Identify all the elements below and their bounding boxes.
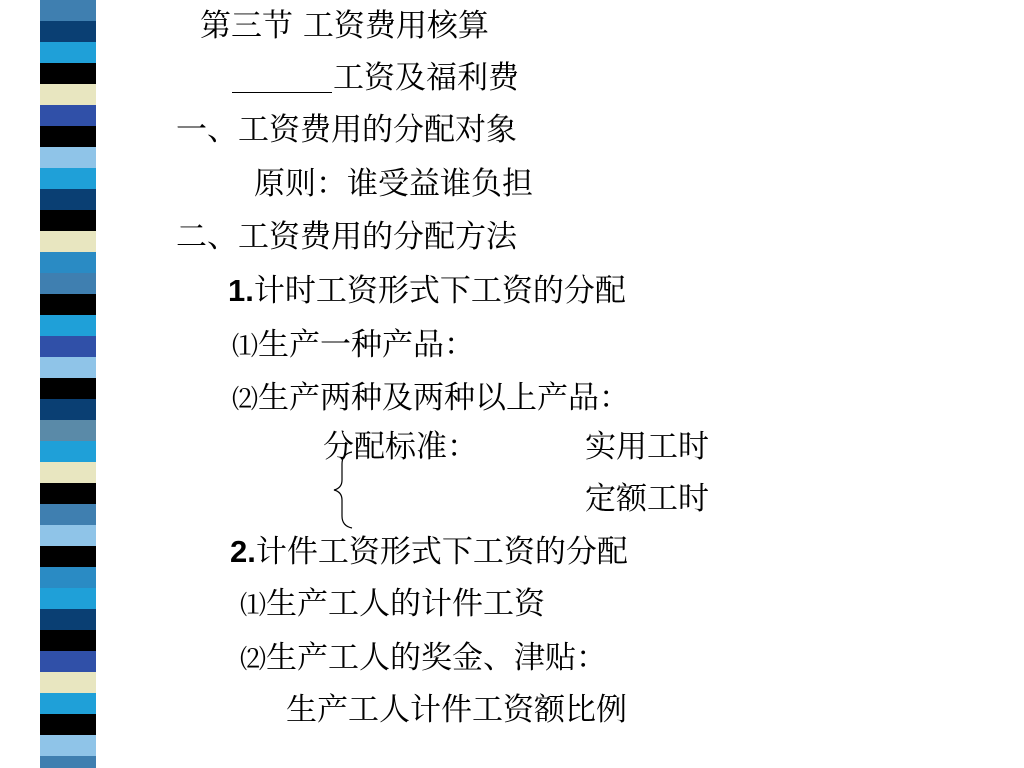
item2-sub1-number: ⑴	[240, 591, 267, 621]
stripe-block	[40, 483, 96, 504]
stripe-block	[40, 84, 96, 105]
principle-text: 原则：谁受益谁负担	[254, 166, 533, 202]
stripe-block	[40, 168, 96, 189]
stripe-block	[40, 189, 96, 210]
allocation-standard-label: 分配标准：	[323, 429, 478, 465]
stripe-block	[40, 504, 96, 525]
item1-sub2-number: ⑵	[232, 385, 259, 415]
stripe-block	[40, 735, 96, 756]
stripe-block	[40, 273, 96, 294]
stripe-block	[40, 63, 96, 84]
stripe-block	[40, 315, 96, 336]
stripe-block	[40, 462, 96, 483]
item1-sub2	[232, 380, 630, 418]
item1-sub2-text: 生产两种及两种以上产品：	[258, 380, 631, 416]
stripe-block	[40, 42, 96, 63]
curly-brace	[328, 450, 358, 530]
stripe-block	[40, 21, 96, 42]
stripe-block	[40, 336, 96, 357]
stripe-pattern	[40, 0, 96, 768]
stripe-block	[40, 567, 96, 588]
item1-sub1	[232, 327, 475, 365]
ratio-text: 生产工人计件工资额比例	[286, 692, 627, 728]
stripe-block	[40, 525, 96, 546]
item1-text: 计时工资形式下工资的分配	[253, 273, 626, 309]
stripe-block	[40, 630, 96, 651]
stripe-block	[40, 756, 96, 768]
item1-sub1-text: 生产一种产品：	[258, 327, 476, 363]
slide-title: 第三节 工资费用核算	[200, 8, 489, 44]
stripe-block	[40, 441, 96, 462]
item1-number: 1.	[228, 273, 254, 308]
item2-text: 计件工资形式下工资的分配	[255, 534, 628, 570]
stripe-block	[40, 231, 96, 252]
item2-sub2-text: 生产工人的奖金、津贴：	[266, 640, 608, 676]
stripe-block	[40, 105, 96, 126]
stripe-block	[40, 147, 96, 168]
item2-sub1-text: 生产工人的计件工资	[266, 586, 546, 622]
decorative-stripe-bar	[0, 0, 112, 768]
stripe-block	[40, 420, 96, 441]
stripe-block	[40, 693, 96, 714]
section1-heading: 一、工资费用的分配对象	[176, 112, 517, 148]
stripe-block	[40, 399, 96, 420]
item2-sub2-number: ⑵	[240, 645, 267, 675]
stripe-block	[40, 357, 96, 378]
stripe-block	[40, 0, 96, 21]
stripe-block	[40, 609, 96, 630]
stripe-block	[40, 546, 96, 567]
slide-subtitle: 工资及福利费	[333, 60, 519, 96]
item1-line	[228, 273, 626, 309]
item2-number: 2.	[230, 534, 256, 569]
item2-sub1	[240, 586, 545, 624]
stripe-block	[40, 651, 96, 672]
standard-option-quota-hours: 定额工时	[585, 481, 709, 517]
item2-sub2	[240, 640, 607, 678]
stripe-block	[40, 672, 96, 693]
subtitle-underline	[232, 92, 332, 93]
stripe-block	[40, 126, 96, 147]
stripe-block	[40, 588, 96, 609]
item1-sub1-number: ⑴	[232, 332, 259, 362]
stripe-block	[40, 378, 96, 399]
section2-heading: 二、工资费用的分配方法	[176, 219, 517, 255]
stripe-block	[40, 294, 96, 315]
stripe-block	[40, 714, 96, 735]
stripe-block	[40, 252, 96, 273]
stripe-block	[40, 210, 96, 231]
item2-line	[230, 534, 628, 570]
standard-option-actual-hours: 实用工时	[585, 429, 709, 465]
